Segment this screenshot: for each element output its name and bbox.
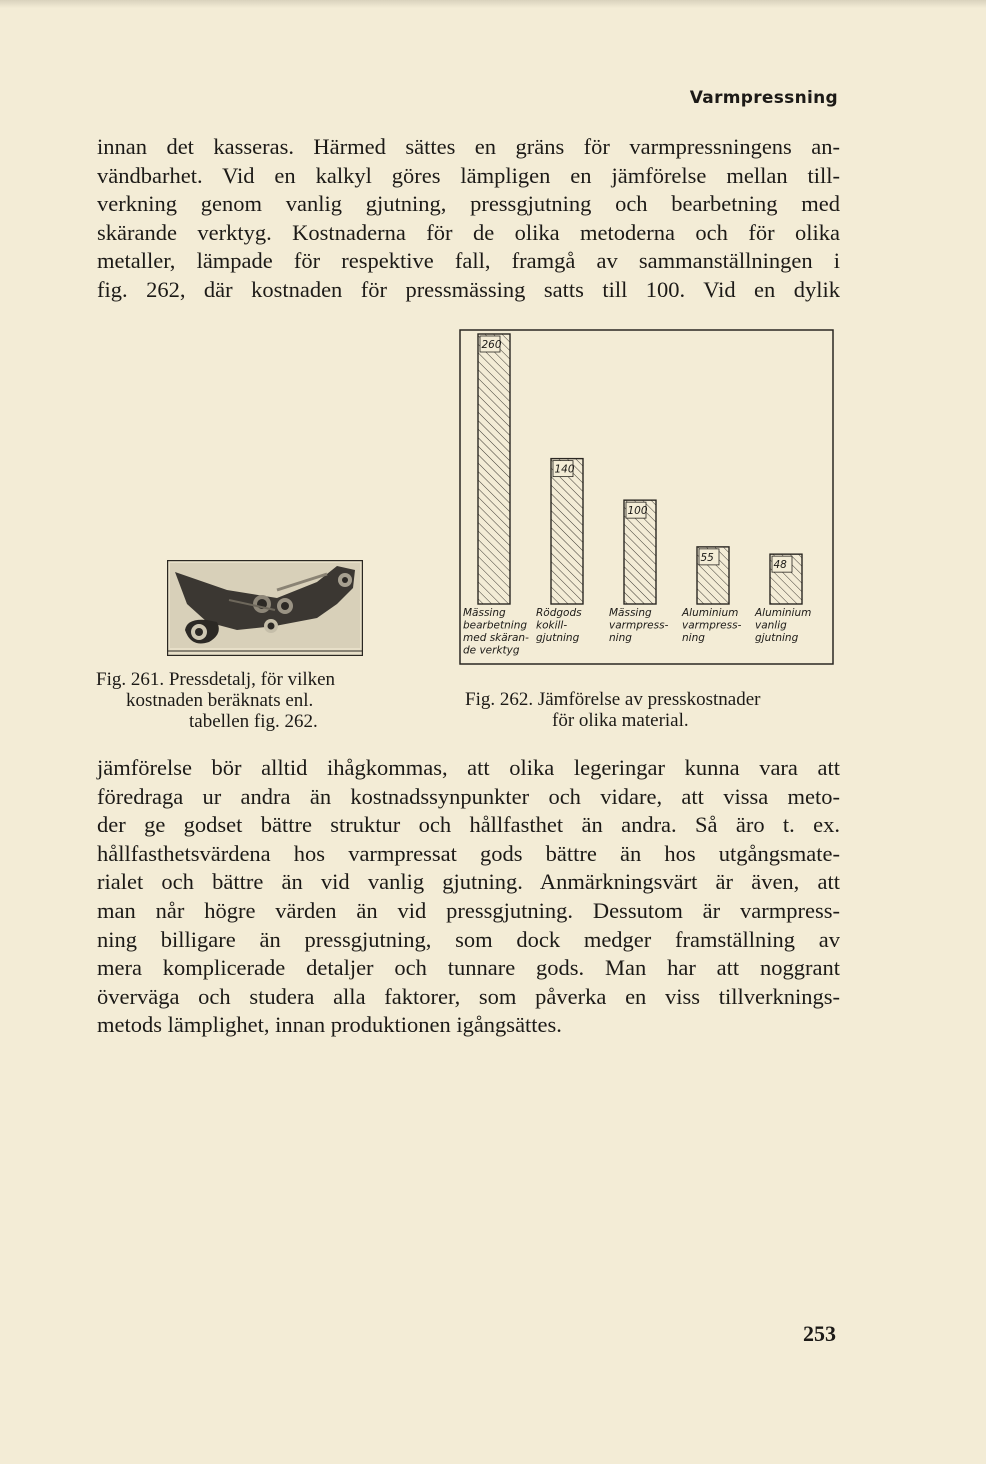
text-line: verkning genom vanlig gjutning, pressgjutning och bearbetning med [97,191,840,217]
category-label-4-2: gjutning [755,632,799,644]
category-label-2-1: varmpress- [609,619,669,632]
category-label-1-0: Rödgods [536,607,582,619]
text-line: der ge godset bättre struktur och hållfasthet än andra. Så äro t. ex. [97,812,840,838]
category-label-3-0: Aluminium [682,607,739,619]
category-label-2-2: ning [609,632,632,644]
text-line: ning billigare än pressgjutning, som dock medger framställning av [97,926,840,952]
text-line: innan det kasseras. Härmed sättes en gräns för varmpressningens an- [97,134,840,159]
category-label-4-0: Aluminium [755,607,812,619]
caption-line: Fig. 262. Jämförelse av presskostnader [465,689,761,710]
category-label-1-1: kokill- [536,619,568,632]
bar-value-label-4: 48 [773,559,787,572]
fig262-bar-chart [453,328,835,668]
text-line: föredraga ur andra än kostnadssynpunkter och vidare, att vissa meto- [97,783,840,809]
page-number: 253 [803,1321,836,1346]
text-line: rialet och bättre än vid vanlig gjutning. Anmärkningsvärt är även, att [97,869,840,895]
category-label-3-2: ning [682,632,705,644]
fig262-caption [465,689,845,731]
bar-1 [551,459,583,604]
caption-line: kostnaden beräknats enl. [126,690,314,711]
bar-value-label-1: 140 [554,463,575,476]
text-line: metods lämplighet, innan produktionen igångsättes. [97,1012,562,1038]
category-label-0-3: de verktyg [463,644,520,657]
category-label-3-1: varmpress- [682,619,742,632]
text-line: överväga och studera alla faktorer, som påverka en viss tillverknings- [97,983,840,1009]
text-line: jämförelse bör alltid ihågkommas, att olika legeringar kunna vara att [97,755,840,780]
running-head: Varmpressning [689,88,838,108]
caption-line: för olika material. [552,710,689,731]
text-line: metaller, lämpade för respektive fall, framgå av sammanställningen i [97,248,840,274]
category-label-0-0: Mässing [463,607,506,619]
text-line: hållfasthetsvärdena hos varmpressat gods bättre än hos utgångsmate- [97,840,840,866]
category-label-0-1: bearbetning [463,619,528,632]
bar-value-label-2: 100 [627,505,648,518]
fig261-press-part-photo [167,560,363,656]
page-edge [0,0,986,8]
bar-value-label-3: 55 [700,551,714,564]
caption-line: tabellen fig. 262. [189,711,318,732]
bar-value-label-0: 260 [481,339,502,351]
text-line: man når högre värden än vid pressgjutning. Dessutom är varmpress- [97,897,840,923]
category-label-1-2: gjutning [536,632,580,644]
category-label-0-2: med skäran- [463,632,529,644]
paragraph-bottom [97,754,840,1040]
text-line: vändbarhet. Vid en kalkyl göres lämpligen en jämförelse mellan till- [97,162,840,188]
text-line: skärande verktyg. Kostnaderna för de olika metoderna och för olika [97,219,840,245]
text-line: mera komplicerade detaljer och tunnare gods. Man har att noggrant [97,955,840,981]
caption-line: Fig. 261. Pressdetalj, för vilken [96,669,336,690]
text-line: fig. 262, där kostnaden för pressmässing satts till 100. Vid en dylik [97,276,840,302]
bar-0 [478,334,510,604]
category-label-4-1: vanlig [755,619,787,632]
category-label-2-0: Mässing [609,607,652,619]
paragraph-top [97,133,840,305]
fig261-caption [96,669,416,732]
